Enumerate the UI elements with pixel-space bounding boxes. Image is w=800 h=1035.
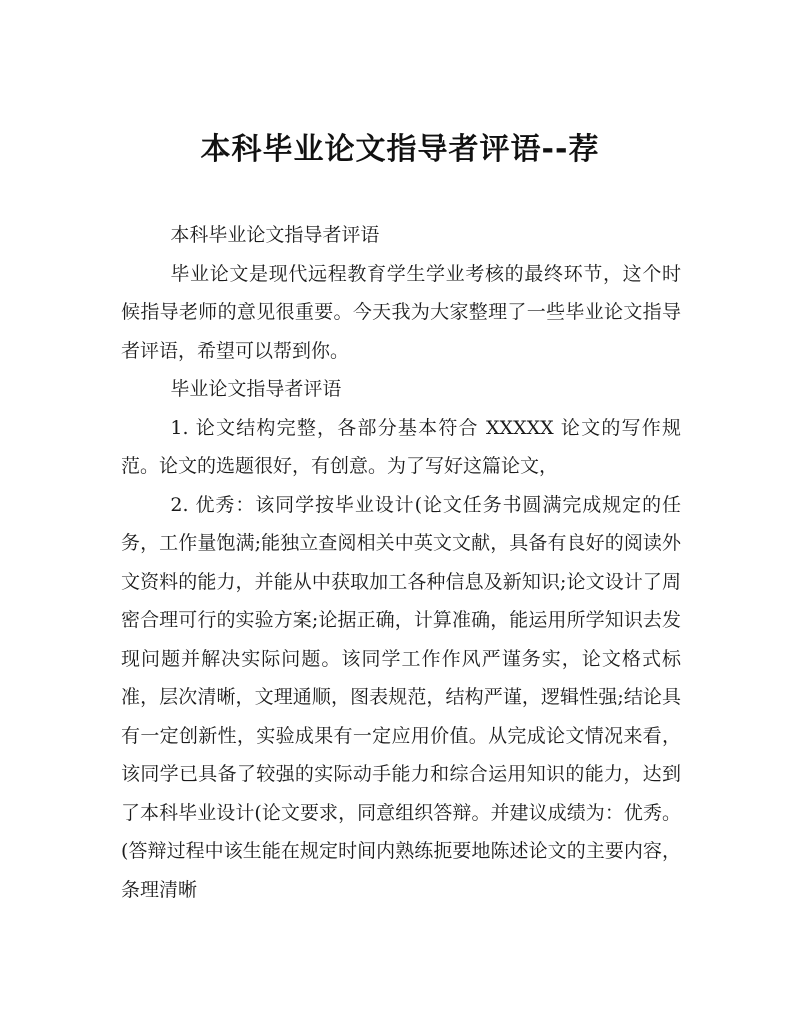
section-heading: 毕业论文指导者评语 [170, 378, 342, 400]
document-title: 本科毕业论文指导者评语--荐 [200, 132, 600, 167]
intro-paragraph: 毕业论文是现代远程教育学生学业考核的最终环节，这个时候指导老师的意见很重要。今天我为大家整理了一些毕业论文指导者评语，希望可以帮到你。 [121, 262, 681, 362]
comment-item-1: 1. 论文结构完整，各部分基本符合 XXXXX 论文的写作规范。论文的选题很好，有创意。为了写好这篇论文， [121, 416, 681, 477]
comment-item-2: 2. 优秀：该同学按毕业设计(论文任务书圆满完成规定的任务，工作量饱满;能独立查阅相关中英文文献，具备有良好的阅读外文资料的能力，并能从中获取加工各种信息及新知识;论文设计了周密合理可行的实验方案;论据正确，计算准确，能运用所学知识去发现问题并解决实际问题。该同学工作作风严谨务实，论文格式标准，层次清晰，文理通顺，图表规范，结构严谨，逻辑性强;结论具有一定创新性，实验成果有一定应用价值。从完成论文情况来看，该同学已具备了较强的实际动手能力和综合运用知识的能力，达到了本科毕业设计(论文要求，同意组织答辩。并建议成绩为：优秀。(答辩过程中该生能在规定时间内熟练扼要地陈述论文的主要内容，条理清晰 [121, 493, 681, 901]
document-body [121, 216, 681, 909]
section-heading: 本科毕业论文指导者评语 [170, 224, 380, 246]
